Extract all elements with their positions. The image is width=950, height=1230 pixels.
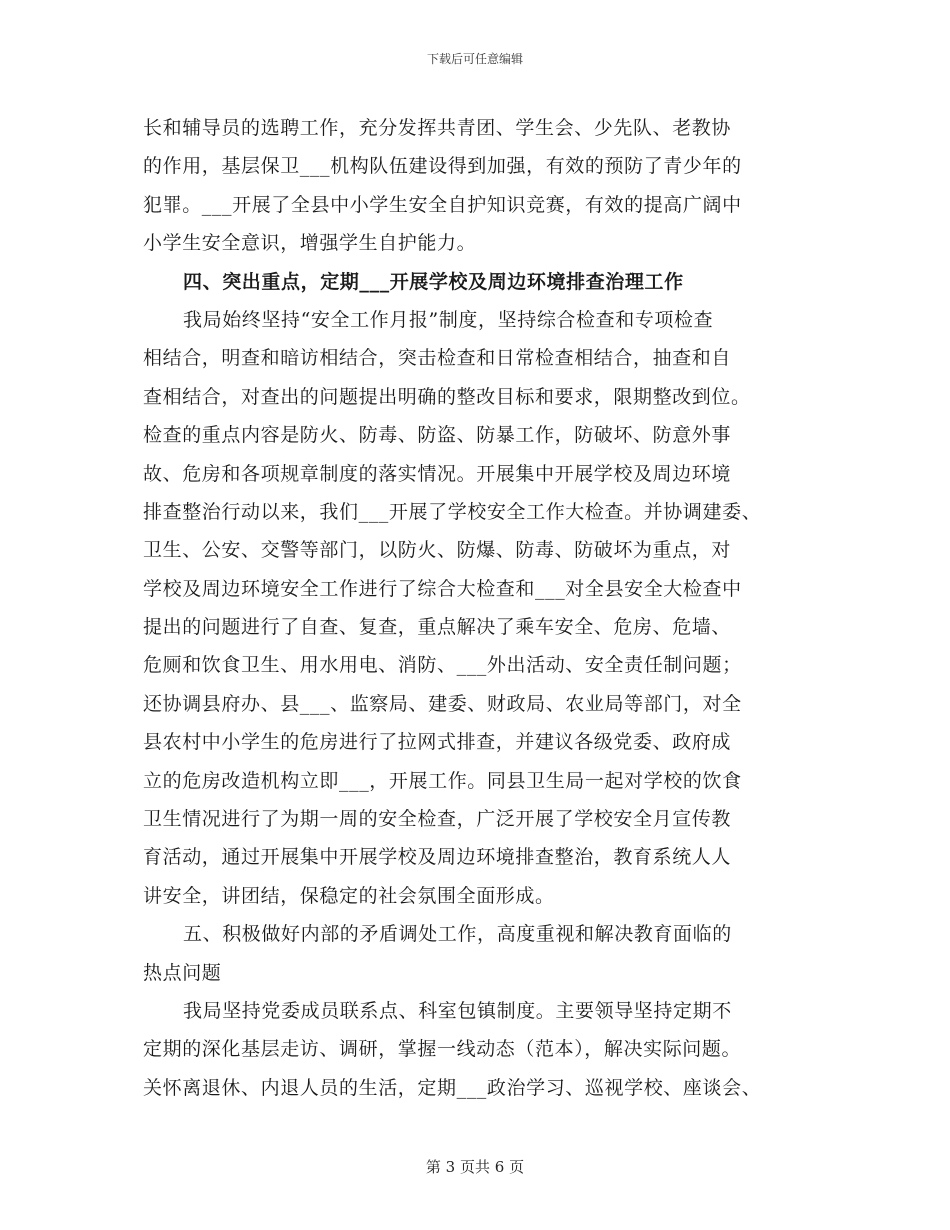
- text-line: 育活动，通过开展集中开展学校及周边环境排查整治，教育系统人人: [143, 846, 732, 869]
- text-line: 查相结合，对查出的问题提出明确的整改目标和要求，限期整改到位。: [143, 385, 751, 408]
- text-line: 定期的深化基层走访、调研，掌握一线动态（范本），解决实际问题。: [143, 1038, 742, 1061]
- page-number: 第 3 页共 6 页: [425, 1158, 525, 1176]
- text-line: 还协调县府办、县___、监察局、建委、财政局、农业局等部门，对全: [143, 692, 742, 715]
- text-line: 犯罪。___开展了全县中小学生安全自护知识竞赛，有效的提高广阔中: [143, 193, 742, 216]
- text-line: 检查的重点内容是防火、防毒、防盗、防暴工作，防破坏、防意外事: [143, 424, 732, 447]
- text-line: 学校及周边环境安全工作进行了综合大检查和___对全县安全大检查中: [143, 577, 742, 600]
- page-header: 下载后可任意编辑: [426, 52, 523, 66]
- text-line: 危厕和饮食卫生、用水用电、消防、___外出活动、安全责任制问题；: [143, 654, 742, 677]
- text-line: 相结合，明查和暗访相结合，突击检查和日常检查相结合，抽查和自: [143, 347, 732, 370]
- text-line: 热点问题: [143, 961, 222, 984]
- text-line: 小学生安全意识，增强学生自护能力。: [143, 232, 477, 255]
- text-line: 卫生情况进行了为期一周的安全检查，广泛开展了学校安全月宣传教: [143, 808, 732, 831]
- text-line: 的作用，基层保卫___机构队伍建设得到加强，有效的预防了青少年的: [143, 155, 742, 178]
- section-heading: 四、突出重点，定期___开展学校及周边环境排查治理工作: [183, 270, 684, 293]
- text-line: 提出的问题进行了自查、复查，重点解决了乘车安全、危房、危墙、: [143, 616, 732, 639]
- text-line: 立的危房改造机构立即___，开展工作。同县卫生局一起对学校的饮食: [143, 769, 742, 792]
- document-body: [143, 109, 823, 1107]
- text-line: 关怀离退休、内退人员的生活，定期___政治学习、巡视学校、座谈会、: [143, 1076, 762, 1099]
- text-line: 县农村中小学生的危房进行了拉网式排查，并建议各级党委、政府成: [143, 731, 732, 754]
- text-line: 我局坚持党委成员联系点、科室包镇制度。主要领导坚持定期不: [183, 999, 732, 1022]
- section-heading: 五、积极做好内部的矛盾调处工作，高度重视和解决教育面临的: [183, 923, 732, 946]
- text-line: 我局始终坚持“安全工作月报”制度，坚持综合检查和专项检查: [183, 308, 714, 331]
- text-line: 排查整治行动以来，我们___开展了学校安全工作大检查。并协调建委、: [143, 500, 762, 523]
- text-line: 长和辅导员的选聘工作，充分发挥共青团、学生会、少先队、老教协: [143, 117, 732, 139]
- text-line: 故、危房和各项规章制度的落实情况。开展集中开展学校及周边环境: [143, 462, 732, 485]
- text-line: 卫生、公安、交警等部门，以防火、防爆、防毒、防破坏为重点，对: [143, 539, 732, 562]
- text-line: 讲安全，讲团结，保稳定的社会氛围全面形成。: [143, 884, 555, 907]
